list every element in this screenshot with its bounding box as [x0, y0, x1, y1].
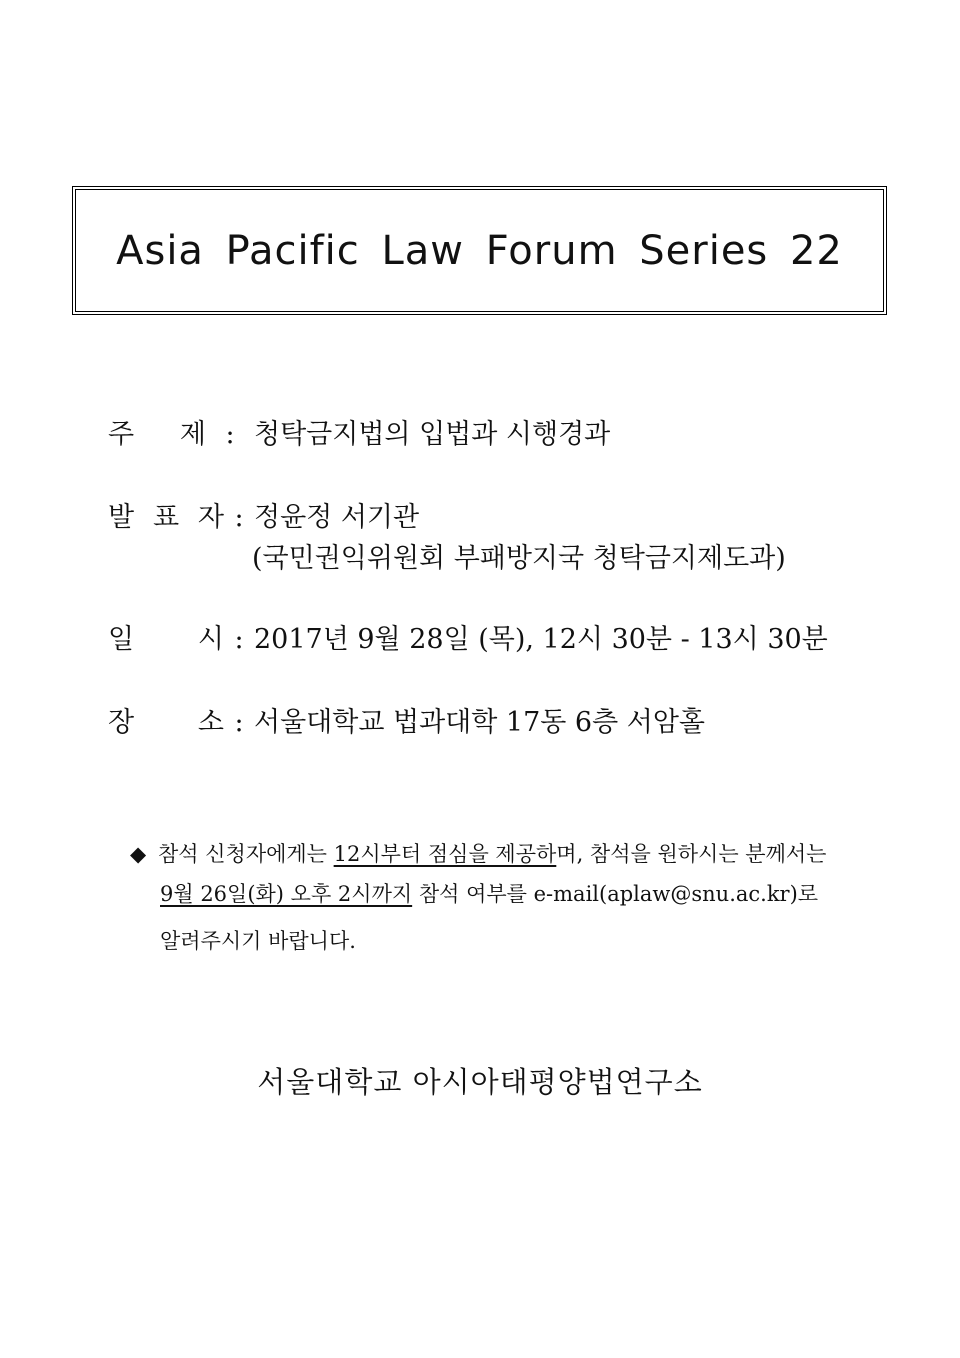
title-box	[72, 186, 887, 315]
page-title: Asia Pacific Law Forum Series 22	[116, 227, 843, 274]
notice-line1-post: 며, 참석을 원하시는 분께서는	[556, 842, 827, 866]
presenter-label-char: 표	[152, 502, 180, 533]
notice-line1-pre: 참석 신청자에게는	[158, 842, 334, 866]
topic-label-char: 주	[108, 419, 135, 450]
venue-label-char: 소	[197, 707, 224, 738]
organization-footer: 서울대학교 아시아태평양법연구소	[257, 1065, 703, 1099]
datetime-label-char: 일	[108, 624, 135, 655]
notice-line2-post: 참석 여부를 e-mail(aplaw@snu.ac.kr)로	[412, 882, 819, 906]
presenter-value: 정윤정 서기관	[254, 502, 420, 533]
presenter-label-char: 자	[197, 502, 224, 533]
datetime-row	[108, 617, 828, 656]
venue-label	[108, 700, 224, 739]
notice-line2-underlined: 9월 26일(화) 오후 2시까지	[160, 882, 413, 906]
presenter-label	[108, 495, 224, 534]
presenter-colon: :	[234, 502, 244, 533]
notice-line-1	[130, 838, 826, 868]
venue-label-char: 장	[108, 707, 135, 738]
topic-row	[108, 412, 610, 451]
datetime-value: 2017년 9월 28일 (목), 12시 30분 - 13시 30분	[254, 624, 828, 655]
datetime-label-char: 시	[197, 624, 224, 655]
topic-label	[108, 412, 206, 451]
topic-value: 청탁금지법의 입법과 시행경과	[254, 419, 611, 450]
venue-row	[108, 700, 705, 739]
venue-colon: :	[234, 707, 244, 738]
datetime-label	[108, 617, 224, 656]
notice-line-3: 알려주시기 바랍니다.	[160, 929, 356, 953]
datetime-colon: :	[234, 624, 244, 655]
venue-value: 서울대학교 법과대학 17동 6층 서암홀	[254, 707, 706, 738]
topic-label-char: 제	[179, 419, 206, 450]
notice-line1-underlined: 12시부터 점심을 제공하	[333, 842, 557, 866]
presenter-row	[108, 495, 419, 534]
topic-colon: :	[225, 419, 235, 450]
presenter-label-char: 발	[108, 502, 135, 533]
diamond-bullet-icon: ◆	[130, 842, 147, 866]
presenter-affiliation: (국민권익위원회 부패방지국 청탁금지제도과)	[252, 543, 786, 574]
notice-line-2	[160, 878, 818, 908]
